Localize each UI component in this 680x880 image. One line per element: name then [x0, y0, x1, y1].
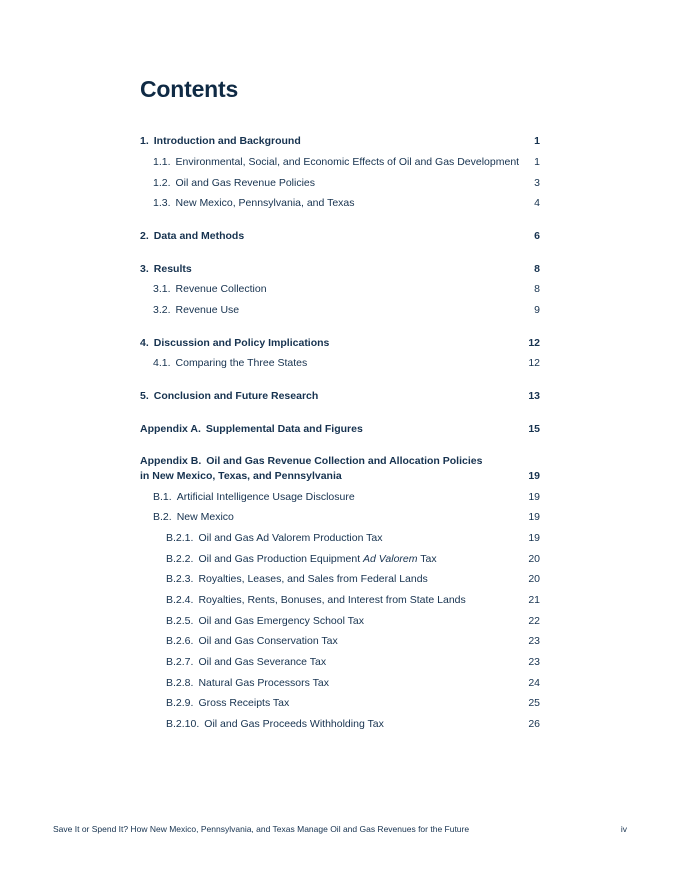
toc-entry-page: 9	[534, 304, 540, 316]
toc-entry-b-2[interactable]	[0, 509, 680, 525]
toc-entry-number: Appendix A.	[140, 423, 201, 435]
toc-entry-3[interactable]	[0, 261, 680, 277]
toc-entry-page: 26	[528, 718, 540, 730]
toc-entry-number: 1.2.	[153, 177, 171, 189]
toc-entry-page: 19	[528, 511, 540, 523]
toc-entry-page: 12	[528, 337, 540, 349]
toc-entry-title: Royalties, Rents, Bonuses, and Interest from State Lands	[198, 594, 466, 606]
toc-entry-b-2-1[interactable]	[0, 530, 680, 546]
toc-entry-title: Discussion and Policy Implications	[153, 337, 330, 349]
toc-entry-title-continued: in New Mexico, Texas, and Pennsylvania	[140, 470, 342, 482]
toc-entry-page: 1	[534, 156, 540, 168]
toc-entry-title: Revenue Collection	[175, 283, 267, 295]
toc-entry-page: 21	[528, 594, 540, 606]
toc-entry-page: 12	[528, 357, 540, 369]
toc-entry-number: B.2.4.	[166, 594, 194, 606]
toc-entry-page: 19	[528, 491, 540, 503]
toc-entry-number: B.2.1.	[166, 532, 194, 544]
toc-entry-number: Appendix B.	[140, 455, 202, 467]
toc-entry-page: 13	[528, 390, 540, 402]
toc-entry-title-end: Tax	[420, 553, 437, 565]
toc-entry-4[interactable]	[0, 335, 680, 351]
toc-entry-page: 20	[528, 553, 540, 565]
toc-entry-title: Oil and Gas Proceeds Withholding Tax	[204, 718, 384, 730]
toc-entry-b-2-5[interactable]	[0, 613, 680, 629]
toc-entry-title: Oil and Gas Severance Tax	[198, 656, 327, 668]
toc-entry-number: 1.	[140, 135, 149, 147]
toc-entry-number: 5.	[140, 390, 149, 402]
toc-entry-title: Oil and Gas Ad Valorem Production Tax	[198, 532, 383, 544]
toc-entry-title: Oil and Gas Emergency School Tax	[198, 615, 364, 627]
toc-entry-title: Environmental, Social, and Economic Effects of Oil and Gas Development	[175, 156, 520, 168]
toc-entry-page: 24	[528, 677, 540, 689]
toc-entry-b-2-8[interactable]	[0, 675, 680, 691]
toc-entry-number: B.2.10.	[166, 718, 200, 730]
toc-entry-number: B.1.	[153, 491, 172, 503]
toc-entry-number: B.2.	[153, 511, 172, 523]
toc-entry-1-2[interactable]	[0, 175, 680, 191]
toc-entry-page: 19	[528, 532, 540, 544]
toc-entry-number: B.2.7.	[166, 656, 194, 668]
toc-entry-3-2[interactable]	[0, 302, 680, 318]
toc-entry-appendix-b[interactable]	[0, 454, 680, 484]
toc-entry-title: Revenue Use	[175, 304, 240, 316]
footer-document-title: Save It or Spend It? How New Mexico, Pennsylvania, and Texas Manage Oil and Gas Revenues for the Future	[53, 824, 470, 834]
toc-entry-b-2-9[interactable]	[0, 695, 680, 711]
page-title: Contents	[140, 76, 239, 102]
toc-entry-title: Comparing the Three States	[175, 357, 308, 369]
toc-entry-b-2-7[interactable]	[0, 654, 680, 670]
toc-entry-page: 3	[534, 177, 540, 189]
toc-entry-page: 8	[534, 283, 540, 295]
toc-entry-number: B.2.9.	[166, 697, 194, 709]
toc-entry-b-2-3[interactable]	[0, 571, 680, 587]
toc-entry-number: 4.1.	[153, 357, 171, 369]
toc-entry-title: Oil and Gas Production Equipment	[198, 553, 361, 565]
toc-entry-number: B.2.5.	[166, 615, 194, 627]
toc-entry-page: 20	[528, 573, 540, 585]
toc-entry-number: B.2.3.	[166, 573, 194, 585]
toc-entry-number: 3.2.	[153, 304, 171, 316]
toc-entry-title: Natural Gas Processors Tax	[198, 677, 329, 689]
toc-entry-number: 3.	[140, 263, 149, 275]
toc-entry-number: 2.	[140, 230, 149, 242]
toc-entry-5[interactable]	[0, 388, 680, 404]
toc-entry-appendix-a[interactable]	[0, 421, 680, 437]
toc-entry-title: Results	[153, 263, 192, 275]
toc-entry-number: 4.	[140, 337, 149, 349]
toc-entry-b-2-4[interactable]	[0, 592, 680, 608]
toc-entry-b-2-10[interactable]	[0, 716, 680, 732]
toc-entry-page: 25	[528, 697, 540, 709]
toc-entry-3-1[interactable]	[0, 281, 680, 297]
toc-entry-title-italic: Ad Valorem	[363, 553, 418, 565]
page-footer	[53, 824, 627, 838]
toc-entry-number: B.2.6.	[166, 635, 194, 647]
toc-entry-number: 1.1.	[153, 156, 171, 168]
toc-entry-4-1[interactable]	[0, 355, 680, 371]
toc-entry-page: 6	[534, 230, 540, 242]
toc-entry-b-2-6[interactable]	[0, 633, 680, 649]
footer-page-number: iv	[620, 824, 627, 834]
toc-entry-number: B.2.2.	[166, 553, 194, 565]
toc-entry-title: Oil and Gas Revenue Collection and Allocation Policies	[206, 455, 483, 467]
toc-entry-title: New Mexico	[176, 511, 234, 523]
toc-entry-page: 22	[528, 615, 540, 627]
toc-entry-title: Data and Methods	[153, 230, 245, 242]
toc-entry-number: 3.1.	[153, 283, 171, 295]
toc-entry-title: Oil and Gas Revenue Policies	[175, 177, 316, 189]
toc-entry-b-2-2[interactable]	[0, 551, 680, 567]
toc-entry-title: Introduction and Background	[153, 135, 301, 147]
toc-entry-page: 23	[528, 656, 540, 668]
toc-entry-page: 1	[534, 135, 540, 147]
toc-entry-title: Supplemental Data and Figures	[205, 423, 363, 435]
toc-entry-1[interactable]	[0, 133, 680, 149]
toc-entry-number: 1.3.	[153, 197, 171, 209]
toc-entry-title: Artificial Intelligence Usage Disclosure	[176, 491, 355, 503]
toc-entry-title: Conclusion and Future Research	[153, 390, 319, 402]
toc-entry-1-3[interactable]	[0, 195, 680, 211]
toc-entry-2[interactable]	[0, 228, 680, 244]
toc-entry-page: 19	[528, 470, 540, 482]
toc-entry-title: New Mexico, Pennsylvania, and Texas	[175, 197, 355, 209]
toc-entry-b-1[interactable]	[0, 489, 680, 505]
toc-entry-number: B.2.8.	[166, 677, 194, 689]
toc-entry-page: 4	[534, 197, 540, 209]
toc-entry-1-1[interactable]	[0, 154, 680, 170]
toc-entry-title: Gross Receipts Tax	[198, 697, 290, 709]
toc-entry-page: 8	[534, 263, 540, 275]
toc-entry-title: Royalties, Leases, and Sales from Federal Lands	[198, 573, 428, 585]
toc-entry-page: 15	[528, 423, 540, 435]
toc-entry-page: 23	[528, 635, 540, 647]
toc-entry-title: Oil and Gas Conservation Tax	[198, 635, 338, 647]
